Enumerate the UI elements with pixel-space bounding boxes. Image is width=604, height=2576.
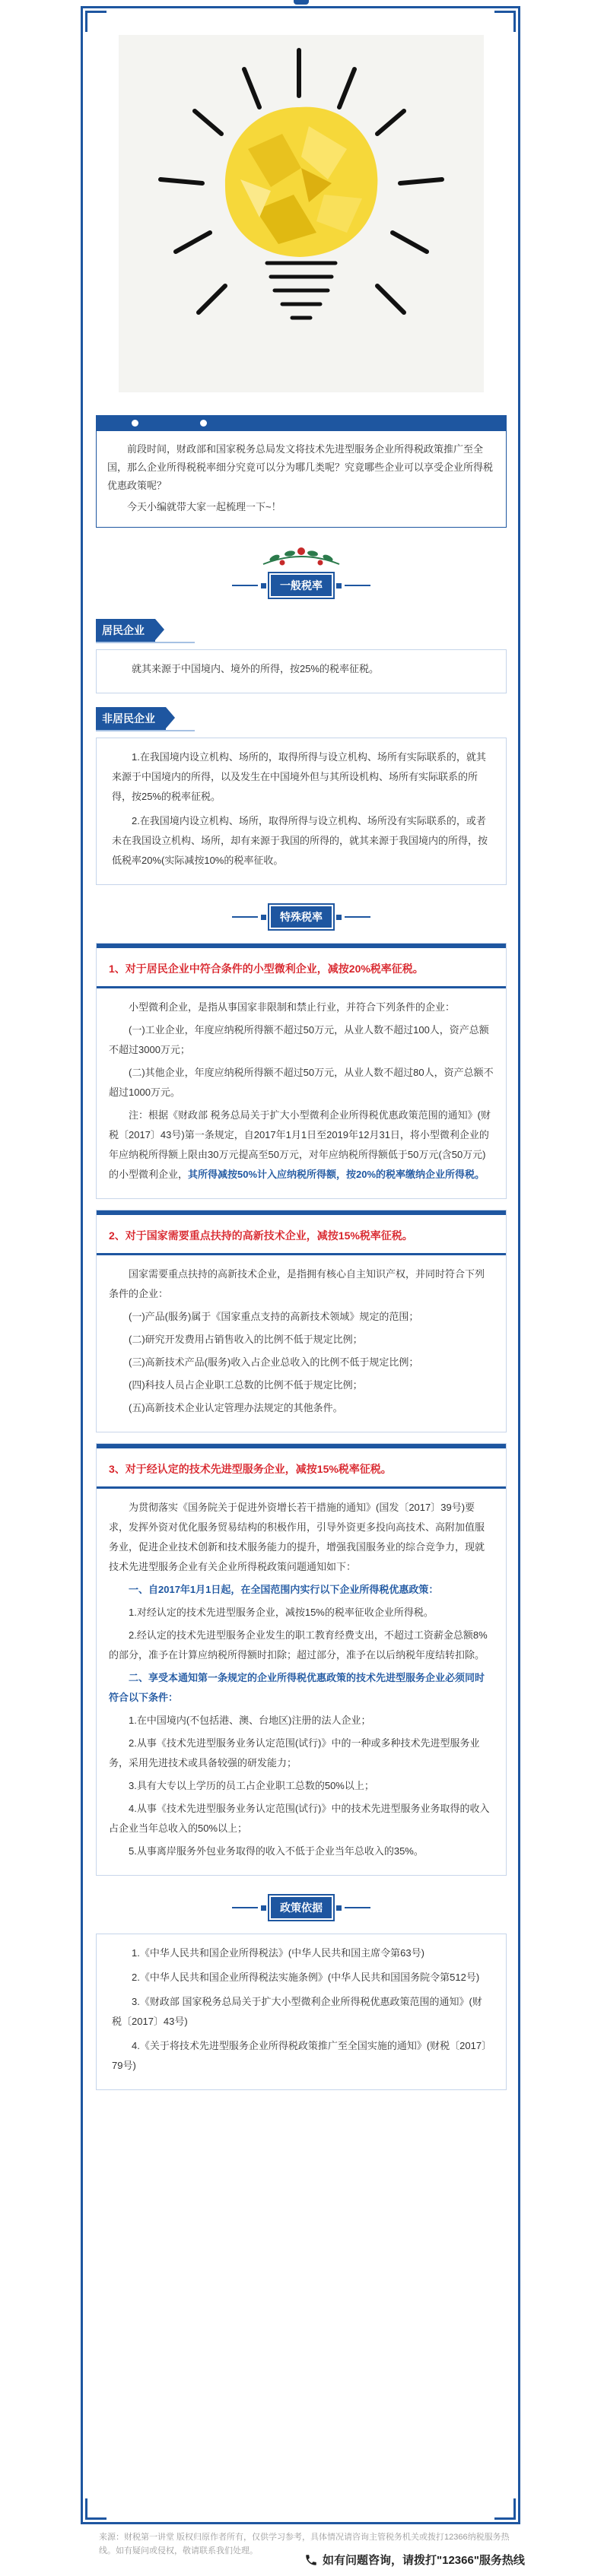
label-nonresident-enterprise: 非居民企业 [96, 707, 166, 730]
section-badge: 特殊税率 [269, 905, 333, 929]
list-item: (二)研究开发费用占销售收入的比例不低于规定比例； [129, 1334, 363, 1345]
list-item: (一)产品(服务)属于《国家重点支持的高新技术领域》规定的范围； [129, 1311, 419, 1322]
box-paragraph: 国家需要重点扶持的高新技术企业，是指拥有核心自主知识产权，并同时符合下列条件的企业： [109, 1268, 485, 1299]
list-item: 4.从事《技术先进型服务业务认定范围(试行)》中的技术先进型服务业务取得的收入占企业当年总收入的50%以上； [109, 1803, 490, 1834]
section-title-policy [96, 1892, 507, 1920]
box-paragraph: 小型微利企业，是指从事国家非限制和禁止行业，并符合下列条件的企业： [129, 1001, 456, 1013]
article-content [96, 23, 507, 2090]
resident-card [96, 649, 507, 693]
box-paragraph [109, 1106, 494, 1185]
box-heading: 3、对于经认定的技术先进型服务企业，减按15%税率征税。 [97, 1448, 506, 1489]
section-badge: 一般税率 [269, 573, 333, 598]
nonresident-paragraph: 2.在我国境内设立机构、场所，取得所得与设立机构、场所没有实际联系的，或者未在我国设立机构、场所，却有来源于我国的所得的，就其来源于我国境内的所得，按低税率20%(实际减按10%的税率征收。 [112, 815, 488, 866]
policy-item: 3.《财政部 国家税务总局关于扩大小型微利企业所得税优惠政策范围的通知》(财税〔2017〕43号) [112, 1996, 482, 2027]
intro-header-bar [97, 416, 506, 431]
label-underline [96, 642, 195, 643]
list-item: (三)高新技术产品(服务)收入占企业总收入的比例不低于规定比例； [129, 1356, 419, 1368]
policy-item: 2.《中华人民共和国企业所得税法实施条例》(中华人民共和国国务院令第512号) [132, 1972, 480, 1983]
list-item: 1.在中国境内(不包括港、澳、台地区)注册的法人企业； [129, 1715, 371, 1726]
note-emphasis: 其所得减按50%计入应纳税所得额，按20%的税率缴纳企业所得税。 [188, 1169, 485, 1180]
section-title-special [96, 902, 507, 929]
box-heading: 2、对于国家需要重点扶持的高新技术企业，减按15%税率征税。 [97, 1215, 506, 1255]
label-resident-enterprise: 居民企业 [96, 619, 155, 642]
list-item: (四)科技人员占企业职工总数的比例不低于规定比例； [129, 1379, 363, 1391]
intro-paragraph: 今天小编就带大家一起梳理一下~！ [127, 501, 281, 512]
nonresident-card [96, 738, 507, 885]
list-item: 2.经认定的技术先进型服务企业发生的职工教育经费支出，不超过工资薪金总额8%的部分，准予在计算应纳税所得额时扣除；超过部分，准予在以后纳税年度结转扣除。 [109, 1629, 488, 1661]
subheading: 二、享受本通知第一条规定的企业所得税优惠政策的技术先进型服务企业必须同时符合以下条件： [109, 1672, 485, 1703]
hero-lightbulb-image [119, 35, 484, 392]
box-paragraph: (二)其他企业，年度应纳税所得额不超过50万元，从业人数不超过80人，资产总额不超过1000万元。 [109, 1067, 494, 1098]
footer-note: 来源：财税第一讲堂 版权归原作者所有，仅供学习参考，具体情况请咨询主管税务机关或拨打12366纳税服务热线。如有疑问或侵权，敬请联系我们处理。 [99, 2533, 510, 2555]
list-item: 1.对经认定的技术先进型服务企业，减按15%的税率征收企业所得税。 [129, 1607, 434, 1618]
list-item: 3.具有大专以上学历的员工占企业职工总数的50%以上； [129, 1780, 374, 1791]
special-box-3 [96, 1443, 507, 1876]
label-underline [96, 730, 195, 731]
resident-text: 就其来源于中国境内、境外的所得，按25%的税率征税。 [132, 663, 380, 674]
policy-item: 1.《中华人民共和国企业所得税法》(中华人民共和国主席令第63号) [132, 1947, 424, 1959]
hotline [304, 2552, 525, 2568]
intro-paragraph: 前段时间，财政部和国家税务总局发文将技术先进型服务企业所得税政策推广至全国，那么企业所得税税率细分究竟可以分为哪几类呢？究竟哪些企业可以享受企业所得税优惠政策呢？ [107, 443, 494, 491]
top-tab-mark [294, 0, 309, 5]
intro-box [96, 415, 507, 528]
special-box-2 [96, 1210, 507, 1432]
special-box-1 [96, 943, 507, 1199]
policy-card [96, 1934, 507, 2090]
box-paragraph: (一)工业企业，年度应纳税所得额不超过50万元，从业人数不超过100人，资产总额不超过3000万元； [109, 1024, 489, 1055]
phone-icon [304, 2553, 318, 2567]
list-item: 2.从事《技术先进型服务业务认定范围(试行)》中的一种或多种技术先进型服务业务，采用先进技术或具备较强的研发能力； [109, 1737, 480, 1769]
hotline-text: 如有问题咨询，请拨打"12366"服务热线 [323, 2554, 525, 2567]
box-paragraph: 为贯彻落实《国务院关于促进外资增长若干措施的通知》(国发〔2017〕39号)要求，发挥外资对优化服务贸易结构的积极作用，引导外资更多投向高技术、高附加值服务业，促进企业技术创新和技术服务能力的提升，增强我国服务业的综合竞争力，现就技术先进型服务企业有关企业所得税政策问题通知如下： [109, 1502, 485, 1572]
corner-ornament [494, 2498, 516, 2520]
dot-icon [132, 420, 138, 427]
subheading: 一、自2017年1月1日起，在全国范围内实行以下企业所得税优惠政策： [129, 1584, 439, 1595]
box-heading: 1、对于居民企业中符合条件的小型微利企业，减按20%税率征税。 [97, 948, 506, 988]
section-badge: 政策依据 [269, 1896, 333, 1920]
policy-item: 4.《关于将技术先进型服务企业所得税政策推广至全国实施的通知》(财税〔2017〕79号) [112, 2040, 487, 2071]
corner-ornament [85, 2498, 106, 2520]
nonresident-paragraph: 1.在我国境内设立机构、场所的，取得所得与设立机构、场所有实际联系的，就其来源于中国境内的所得，以及发生在中国境外但与其所设机构、场所有实际联系的所得，按25%的税率征税。 [112, 751, 486, 802]
note-text: 注：根据《财政部 税务总局关于扩大小型微利企业所得税优惠政策范围的通知》(财税〔2017〕43号)第一条规定，自2017年1月1日至2019年12月31日，将小型微利企业的年应纳税所得额上限由30万元提高至50万元，对年应纳税所得额低于50万元(含50万元)的小型微利企业， [109, 1109, 491, 1180]
dot-icon [200, 420, 207, 427]
list-item: 5.从事离岸服务外包业务取得的收入不低于企业当年总收入的35%。 [129, 1845, 424, 1857]
section-title-general [96, 544, 507, 598]
leaf-ornament-icon [256, 544, 347, 570]
list-item: (五)高新技术企业认定管理办法规定的其他条件。 [129, 1402, 343, 1413]
